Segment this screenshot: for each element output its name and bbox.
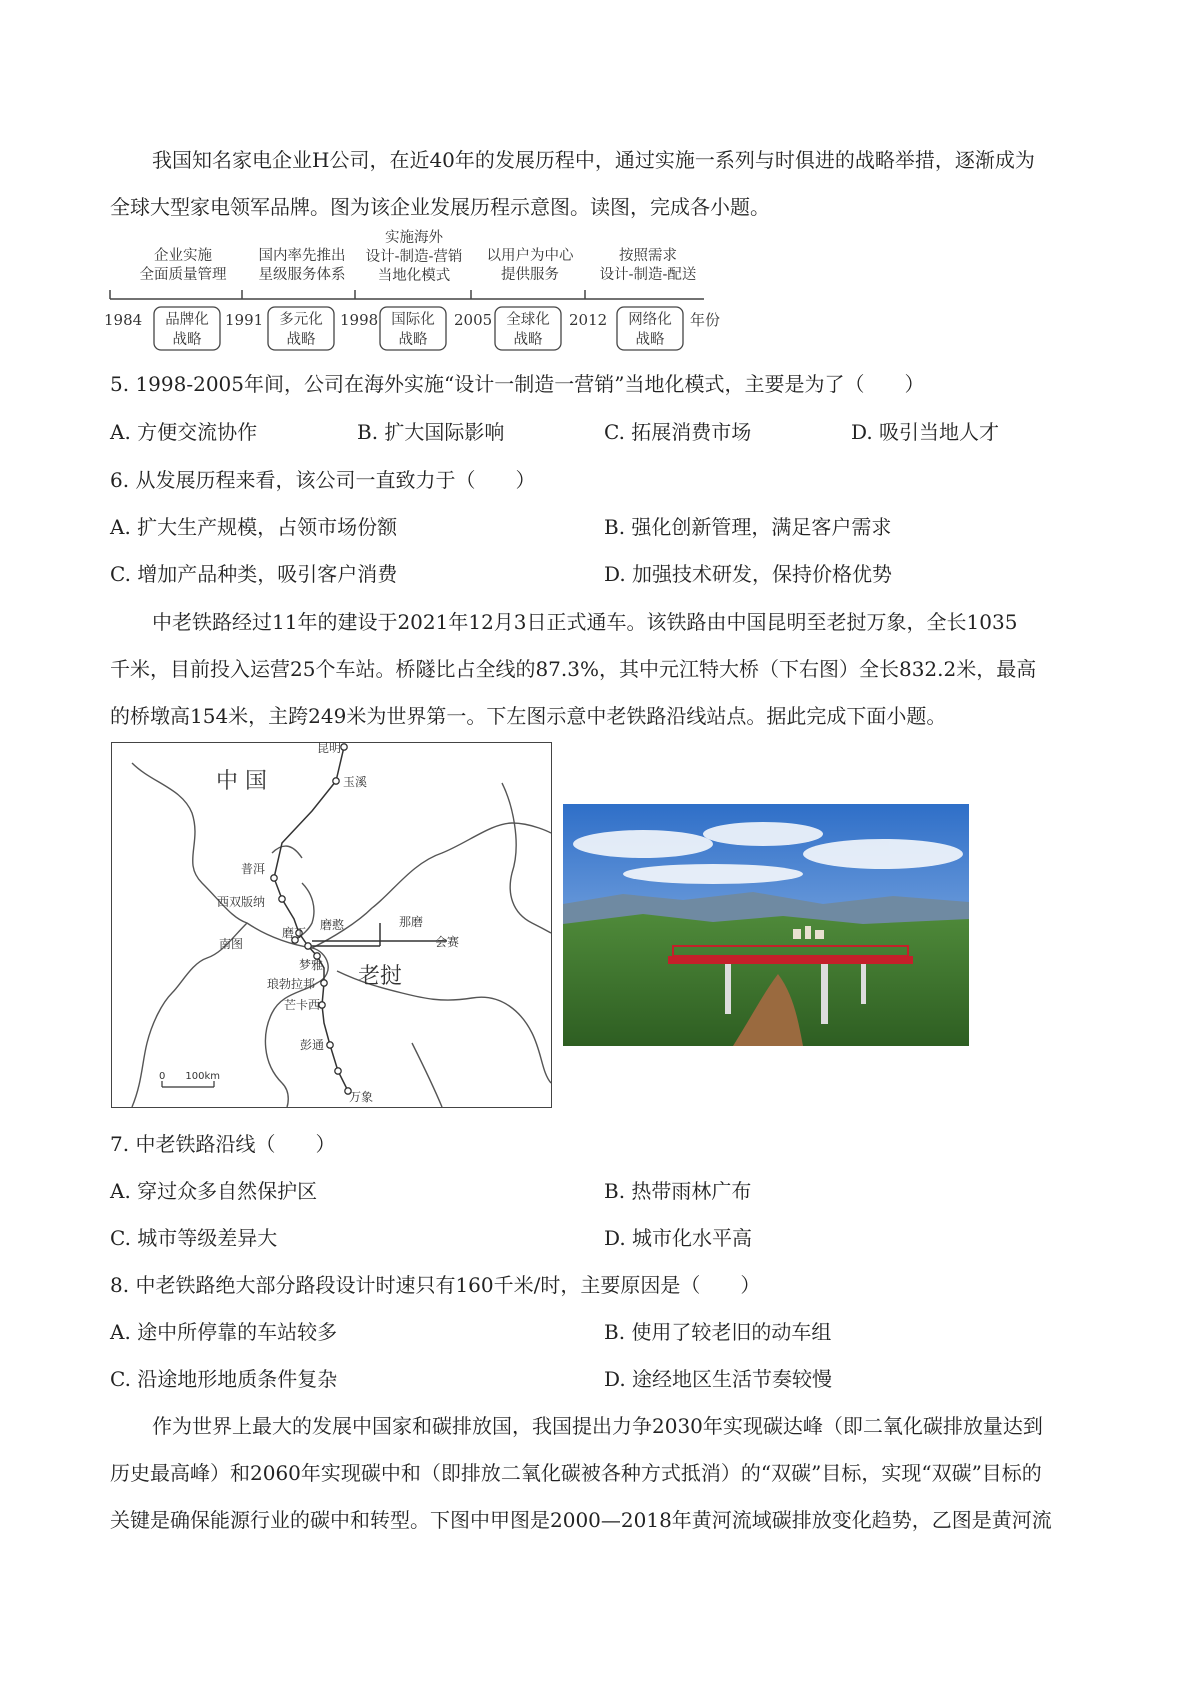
label-luangprabang: 琅勃拉邦 [267, 977, 316, 991]
tl-year-suffix: 年份 [690, 311, 721, 329]
q7-option-d: D. 城市化水平高 [604, 1226, 753, 1250]
railway-map-svg [112, 743, 551, 1107]
yuanjiang-bridge-photo [563, 804, 969, 1046]
box-5b: 战略 [635, 332, 665, 348]
label-kunming: 昆明 [317, 741, 342, 755]
label-nadu: 那磨 [399, 915, 424, 929]
development-timeline [104, 228, 728, 360]
timeline-ticks [110, 290, 585, 299]
label-mangkaxi: 芒卡西 [284, 998, 321, 1012]
q8-option-d: D. 途经地区生活节奏较慢 [604, 1367, 833, 1391]
label-mohan: 磨憨 [320, 918, 345, 932]
q7-option-c: C. 城市等级差异大 [110, 1226, 278, 1250]
label-china: 中 国 [216, 769, 267, 794]
label-pengtong: 彭通 [300, 1038, 325, 1052]
tl-year-1991: 1991 [225, 311, 264, 329]
tl-year-1984: 1984 [104, 311, 143, 329]
intro3-line2: 历史最高峰）和2060年实现碳中和（即排放二氧化碳被各种方式抵消）的“双碳”目标，实现“双碳”目标的 [110, 1461, 1042, 1485]
q5-option-a: A. 方便交流协作 [110, 420, 258, 444]
tl-label-2a: 国内率先推出 [258, 248, 346, 264]
box-4a: 全球化 [506, 312, 550, 328]
q6-option-d: D. 加强技术研发，保持价格优势 [604, 562, 893, 586]
q5-option-c: C. 拓展消费市场 [604, 420, 752, 444]
q6-stem: 6. 从发展历程来看，该公司一直致力于（ ） [110, 468, 536, 492]
intro2-line2: 千米，目前投入运营25个车站。桥隧比占全线的87.3%，其中元江特大桥（下右图）全长832.2米，最高 [110, 657, 1037, 681]
scale-label: 0 100km [159, 1071, 220, 1082]
tl-label-3c: 当地化模式 [377, 268, 451, 284]
box-4b: 战略 [513, 332, 543, 348]
q8-option-b: B. 使用了较老旧的动车组 [604, 1320, 832, 1344]
label-xishuangbanna: 西双版纳 [217, 895, 266, 909]
timeline-svg [104, 228, 728, 360]
q7-stem: 7. 中老铁路沿线（ ） [110, 1132, 336, 1156]
intro1-line1: 我国知名家电企业H公司，在近40年的发展历程中，通过实施一系列与时俱进的战略举措，逐渐成为 [152, 148, 1035, 172]
q8-option-a: A. 途中所停靠的车站较多 [110, 1320, 338, 1344]
box-2a: 多元化 [279, 312, 323, 328]
q5-option-d: D. 吸引当地人才 [851, 420, 1000, 444]
tl-label-3b: 设计-制造-营销 [365, 249, 463, 265]
tl-label-2b: 星级服务体系 [258, 267, 346, 283]
intro1-line2: 全球大型家电领军品牌。图为该企业发展历程示意图。读图，完成各小题。 [110, 195, 770, 219]
map-scale-bar [159, 1071, 220, 1087]
label-laos: 老挝 [358, 964, 403, 989]
timeline-top-labels [140, 229, 697, 284]
tl-label-1b: 全面质量管理 [139, 267, 227, 283]
tl-label-1a: 企业实施 [154, 248, 212, 264]
tl-label-5a: 按照需求 [619, 248, 677, 264]
q6-option-c: C. 增加产品种类，吸引客户消费 [110, 562, 398, 586]
box-3b: 战略 [398, 332, 428, 348]
q8-option-c: C. 沿途地形地质条件复杂 [110, 1367, 338, 1391]
intro2-line1: 中老铁路经过11年的建设于2021年12月3日正式通车。该铁路由中国昆明至老挝万象，全长1035 [152, 610, 1018, 634]
intro2-line3: 的桥墩高154米，主跨249米为世界第一。下左图示意中老铁路沿线站点。据此完成下面小题。 [110, 704, 947, 728]
box-5a: 网络化 [628, 312, 672, 328]
box-1b: 战略 [172, 332, 202, 348]
box-2b: 战略 [286, 332, 316, 348]
q5-stem: 5. 1998-2005年间，公司在海外实施“设计一制造一营销”当地化模式，主要是为了（ ） [110, 372, 925, 396]
box-3a: 国际化 [391, 312, 435, 328]
box-1a: 品牌化 [165, 312, 209, 328]
q6-option-b: B. 强化创新管理，满足客户需求 [604, 515, 892, 539]
label-puer: 普洱 [241, 862, 266, 876]
label-yuxi: 玉溪 [343, 775, 368, 789]
intro3-line1: 作为世界上最大的发展中国家和碳排放国，我国提出力争2030年实现碳达峰（即二氧化碳排放量达到 [152, 1414, 1043, 1438]
q6-option-a: A. 扩大生产规模，占领市场份额 [110, 515, 398, 539]
q7-option-b: B. 热带雨林广布 [604, 1179, 752, 1203]
tl-label-4a: 以用户为中心 [486, 248, 574, 264]
tl-year-2012: 2012 [569, 311, 608, 329]
q5-option-b: B. 扩大国际影响 [357, 420, 505, 444]
label-nantu: 南图 [219, 937, 244, 951]
tl-year-1998: 1998 [340, 311, 379, 329]
tl-year-2005: 2005 [454, 311, 493, 329]
intro3-line3: 关键是确保能源行业的碳中和转型。下图中甲图是2000—2018年黄河流域碳排放变化趋势，乙图是黄河流 [110, 1508, 1052, 1532]
railway-map [111, 742, 552, 1108]
q8-stem: 8. 中老铁路绝大部分路段设计时速只有160千米/时，主要原因是（ ） [110, 1273, 761, 1297]
map-borders [132, 763, 551, 1107]
label-vientiane: 万象 [349, 1090, 374, 1104]
bridge-photo-svg [563, 804, 969, 1046]
tl-label-3a: 实施海外 [385, 230, 443, 246]
q7-option-a: A. 穿过众多自然保护区 [110, 1179, 318, 1203]
tl-label-5b: 设计-制造-配送 [599, 267, 697, 283]
tl-label-4b: 提供服务 [501, 267, 559, 283]
label-huasai: 会赛 [435, 935, 460, 949]
label-boten: 磨丁 [282, 926, 307, 940]
label-mengya: 梦雅 [299, 958, 324, 972]
